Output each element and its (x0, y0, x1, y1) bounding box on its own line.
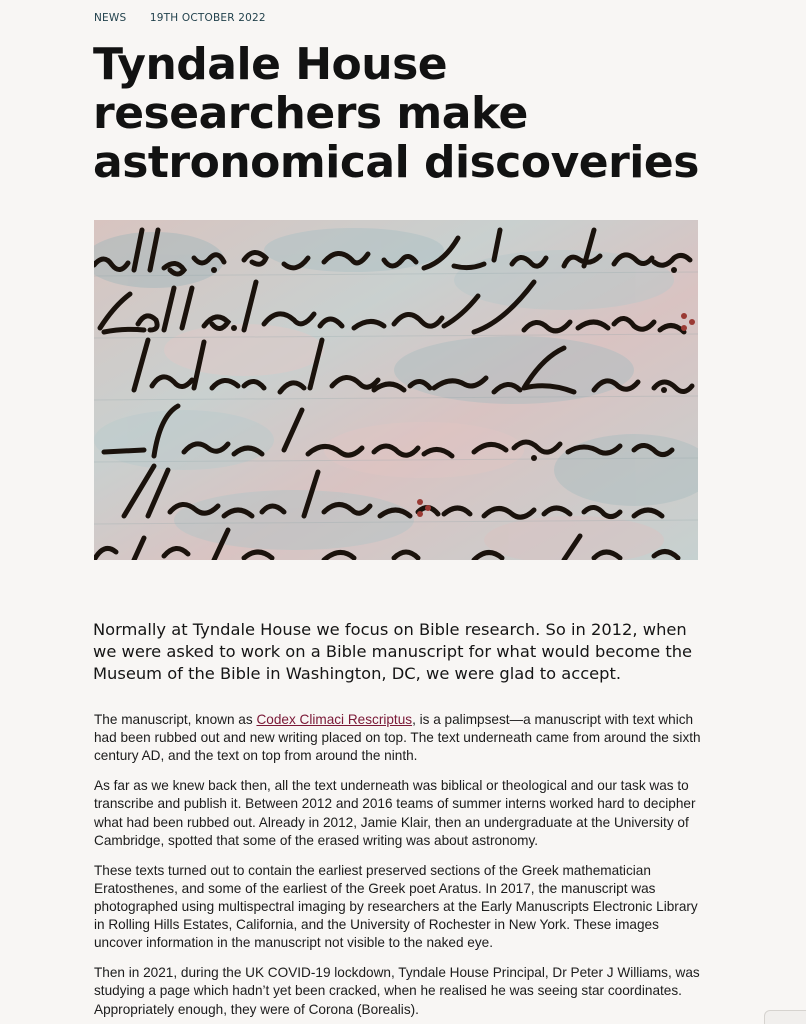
paragraph-2: As far as we knew back then, all the text underneath was biblical or theological and our task was to transcribe and publish it. Between 2012 and 2016 teams of summer interns worked hard to decipher what had been rubbed out. Already in 2012, Jamie Klair, then an undergraduate at the University of Cambridge, spotted that some of the erased writing was about astronomy. (94, 778, 696, 848)
category-label[interactable]: NEWS (94, 12, 127, 24)
article-meta (94, 12, 266, 24)
manuscript-image (94, 220, 698, 560)
paragraph-4: Then in 2021, during the UK COVID-19 lockdown, Tyndale House Principal, Dr Peter J Williams, was studying a page which hadn’t yet been cracked, when he realised he was seeing star coordinates. Appropriately enough, they were of Corona (Borealis). (94, 965, 700, 1017)
paragraph-3: These texts turned out to contain the earliest preserved sections of the Greek mathematician Eratosthenes, and some of the earliest of the Greek poet Aratus. In 2017, the manuscript was photographed using multispectral imaging by researchers at the Early Manuscripts Electronic Library in Rolling Hills Estates, California, and the University of Rochester in New York. These images uncover information in the manuscript not visible to the naked eye. (94, 862, 698, 951)
article-body (94, 711, 704, 1024)
codex-link[interactable]: Codex Climaci Rescriptus (256, 712, 413, 727)
floating-widget-button[interactable] (764, 1010, 806, 1024)
p1-text-after: , is a palimpsest—a manuscript with text which had been rubbed out and new writing placed on top. The text underneath came from around the sixth century AD, and the text on top from around the ninth. (94, 712, 701, 764)
hero-image (94, 220, 698, 560)
paragraph-1 (94, 711, 704, 766)
p1-text-before: The manuscript, known as (94, 712, 257, 727)
lead-paragraph: Normally at Tyndale House we focus on Bible research. So in 2012, when we were asked to work on a Bible manuscript for what would become the Museum of the Bible in Washington, DC, we were glad to accept. (93, 620, 693, 683)
article-title: Tyndale House researchers make astronomical discoveries (93, 39, 699, 188)
publish-date: 19TH OCTOBER 2022 (149, 12, 266, 24)
